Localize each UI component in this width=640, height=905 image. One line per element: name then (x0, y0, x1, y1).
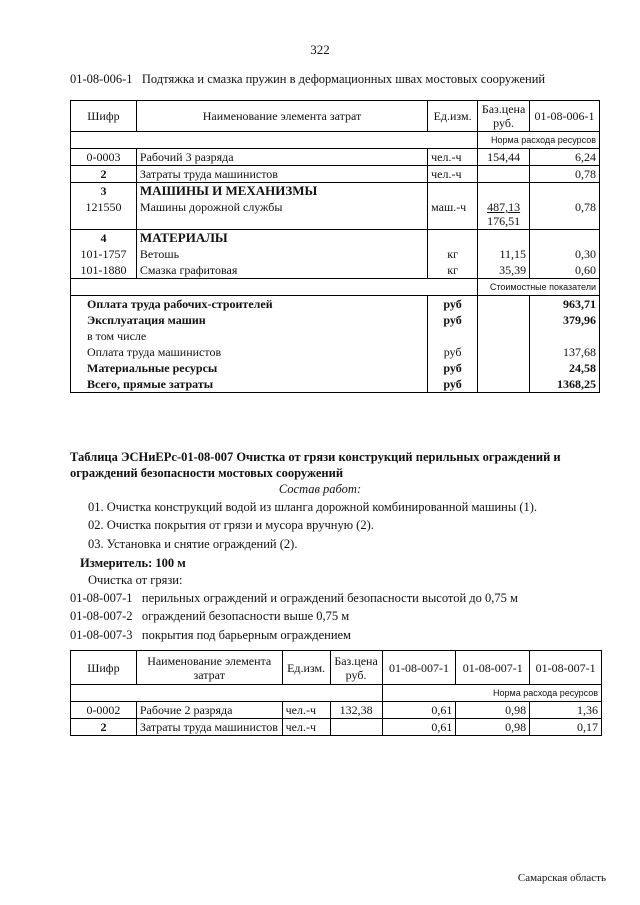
cell-price (330, 719, 382, 736)
header-price: Баз.цена руб. (478, 101, 530, 132)
resource-table-2 (70, 650, 602, 736)
cost-row (71, 360, 600, 376)
measure: Измеритель: 100 м (80, 556, 186, 570)
cell-value: 0,60 (530, 262, 600, 279)
cost-name: Материальные ресурсы (71, 360, 428, 376)
cell-name: Рабочий 3 разряда (136, 149, 427, 166)
header-unit: Ед.изм. (282, 651, 330, 685)
cost-unit: руб (428, 296, 478, 313)
item-code: 01-08-007-3 (70, 628, 133, 642)
table-row (71, 719, 602, 736)
cell-name: Ветошь (136, 246, 427, 262)
cell-unit: чел.-ч (428, 166, 478, 183)
cell-price (478, 166, 530, 183)
item-code: 01-08-007-1 (70, 591, 133, 605)
cost-name: в том числе (71, 328, 428, 344)
cost-unit: руб (428, 360, 478, 376)
page-number: 322 (310, 42, 330, 57)
cell-price (478, 199, 530, 230)
table2-title: Таблица ЭСНиЕРс-01-08-007 Очистка от грязи конструкций перильных ограждений и ограждений безопасности мостовых сооружений (70, 450, 561, 480)
cell-unit: маш.-ч (428, 199, 478, 230)
cost-row (71, 344, 600, 360)
cost-value: 137,68 (530, 344, 600, 360)
section-code: 01-08-006-1 (70, 72, 133, 86)
cost-name: Оплата труда машинистов (71, 344, 428, 360)
cell-value: 0,78 (530, 166, 600, 183)
header-column-1: 01-08-007-1 (382, 651, 456, 685)
header-code: Шифр (71, 651, 137, 685)
table-row (71, 262, 600, 279)
cell-name: Затраты труда машинистов (136, 166, 427, 183)
section-title: Подтяжка и смазка пружин в деформационных швах мостовых сооружений (141, 72, 546, 86)
item-line (70, 591, 518, 606)
cost-row (71, 376, 600, 393)
header-unit: Ед.изм. (428, 101, 478, 132)
cell-unit: кг (428, 246, 478, 262)
item-text: перильных ограждений и ограждений безопасности высотой до 0,75 м (141, 591, 518, 605)
cell-name: МАШИНЫ И МЕХАНИЗМЫ (136, 183, 427, 200)
cost-name: Эксплуатация машин (71, 312, 428, 328)
clean-label: Очистка от грязи: (88, 573, 183, 587)
cost-label: Стоимостные показатели (478, 279, 600, 296)
cost-row (71, 328, 600, 344)
table-row (71, 149, 600, 166)
table-row (71, 183, 600, 200)
table-row (71, 166, 600, 183)
cell-unit: чел.-ч (282, 702, 330, 719)
cell-value: 0,30 (530, 246, 600, 262)
cell-unit: чел.-ч (282, 719, 330, 736)
table-row (71, 246, 600, 262)
price-value: 487,13 (487, 200, 521, 214)
item-text: покрытия под барьерным ограждением (141, 628, 351, 642)
cell-name: Затраты труда машинистов (136, 719, 282, 736)
work-item: 02. Очистка покрытия от грязи и мусора вручную (2). (88, 518, 374, 532)
cell-code: 101-1757 (71, 246, 137, 262)
cell-code: 0-0002 (71, 702, 137, 719)
cell-value: 6,24 (530, 149, 600, 166)
cell-price: 132,38 (330, 702, 382, 719)
norm-label: Норма расхода ресурсов (478, 132, 600, 149)
cell-value: 0,98 (456, 719, 530, 736)
cell-code: 101-1880 (71, 262, 137, 279)
header-code: Шифр (71, 101, 137, 132)
cell-value: 0,61 (382, 702, 456, 719)
cost-value: 24,58 (530, 360, 600, 376)
work-item: 01. Очистка конструкций водой из шланга дорожной комбинированной машины (1). (88, 500, 538, 514)
cost-row (71, 296, 600, 313)
cost-unit: руб (428, 344, 478, 360)
cost-name: Всего, прямые затраты (71, 376, 428, 393)
cell-code: 2 (71, 166, 137, 183)
cell-name: Рабочие 2 разряда (136, 702, 282, 719)
work-composition-label: Состав работ: (278, 482, 362, 496)
item-line (70, 609, 349, 624)
cell-value: 0,17 (530, 719, 602, 736)
header-price: Баз.цена руб. (330, 651, 382, 685)
cell-value: 1,36 (530, 702, 602, 719)
item-code: 01-08-007-2 (70, 609, 133, 623)
price-value-secondary: 176,51 (487, 214, 521, 228)
cell-value: 0,98 (456, 702, 530, 719)
cell-unit: кг (428, 262, 478, 279)
cell-price: 11,15 (478, 246, 530, 262)
cost-unit: руб (428, 312, 478, 328)
cell-price: 35,39 (478, 262, 530, 279)
cost-name: Оплата труда рабочих-строителей (71, 296, 428, 313)
work-item: 03. Установка и снятие ограждений (2). (88, 537, 298, 551)
cell-name: МАТЕРИАЛЫ (136, 230, 427, 247)
cost-row (71, 312, 600, 328)
cost-unit: руб (428, 376, 478, 393)
cell-code: 0-0003 (71, 149, 137, 166)
header-column: 01-08-006-1 (530, 101, 600, 132)
cost-value: 1368,25 (530, 376, 600, 393)
resource-table-1 (70, 100, 600, 393)
table-row (71, 230, 600, 247)
item-line (70, 628, 351, 643)
cell-value: 0,78 (530, 199, 600, 230)
cost-value: 963,71 (530, 296, 600, 313)
cell-unit: чел.-ч (428, 149, 478, 166)
cell-code: 2 (71, 719, 137, 736)
cell-name: Смазка графитовая (136, 262, 427, 279)
item-text: ограждений безопасности выше 0,75 м (141, 609, 350, 623)
header-name: Наименование элемента затрат (136, 101, 427, 132)
table-row (71, 702, 602, 719)
header-column-2: 01-08-007-1 (456, 651, 530, 685)
cell-code: 3 (71, 183, 137, 200)
cost-value: 379,96 (530, 312, 600, 328)
table-row (71, 199, 600, 230)
footer-region: Самарская область (517, 872, 606, 884)
section-heading (70, 72, 545, 87)
cell-code: 4 (71, 230, 137, 247)
cell-price: 154,44 (478, 149, 530, 166)
cell-code: 121550 (71, 199, 137, 230)
cell-value: 0,61 (382, 719, 456, 736)
norm-label: Норма расхода ресурсов (382, 685, 601, 702)
header-column-3: 01-08-007-1 (530, 651, 602, 685)
header-name: Наименование элемента затрат (136, 651, 282, 685)
cell-name: Машины дорожной службы (136, 199, 427, 230)
